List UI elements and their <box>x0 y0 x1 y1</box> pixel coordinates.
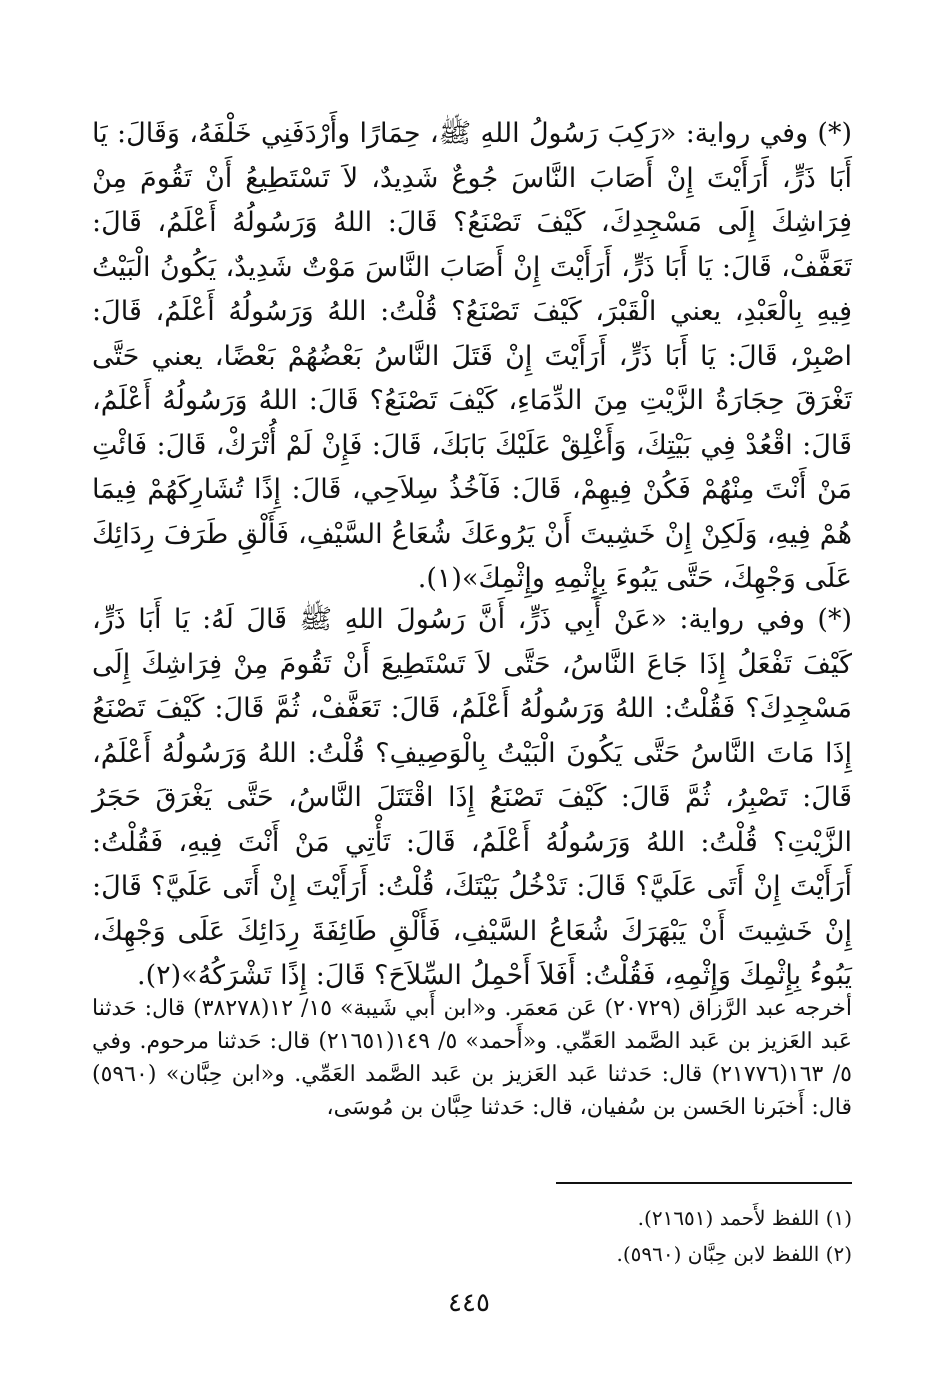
takhrij-sources: أخرجه عبد الرَّزاق (٢٠٧٢٩) عَن مَعمَر. و«ابن أَبي شَيبة» ١٥/ ١٢(٣٨٢٧٨) قال: حَدثنا عَبد العَزيز بن عَبد الصَّمد العَمِّي. و«أَحمد» ٥/ ١٤٩(٢١٦٥١) قال: حَدثنا مرحوم. وفي ٥/ ١٦٣(٢١٧٧٦) قال: حَدثنا عَبد العَزيز بن عَبد الصَّمد العَمِّي. و«ابن حِبَّان» (٥٩٦٠) قال: أَخبَرنا الحَسن بن سُفيان، قال: حَدثنا حِبَّان بن مُوسَى، <box>92 996 853 1120</box>
footnote-divider <box>556 1182 852 1184</box>
footnotes <box>92 1200 852 1272</box>
page-number: ٤٤٥ <box>448 1288 490 1318</box>
hadith-paragraph-1: (*) وفي رواية: «رَكِبَ رَسُولُ اللهِ ﷺ، حِمَارًا وأَرْدَفَنِي خَلْفَهُ، وَقَالَ: يَا أَبَا ذَرٍّ، أَرَأَيْتَ إِنْ أَصَابَ النَّاسَ جُوعٌ شَدِيدٌ، لاَ تَسْتَطِيعُ أَنْ تَقُومَ مِنْ فِرَاشِكَ إِلَى مَسْجِدِكَ، كَيْفَ تَصْنَعُ؟ قَالَ: اللهُ وَرَسُولُهُ أَعْلَمُ، قَالَ: تَعَفَّفْ، قَالَ: يَا أَبَا ذَرٍّ، أَرَأَيْتَ إِنْ أَصَابَ النَّاسَ مَوْتٌ شَدِيدٌ، يَكُونُ الْبَيْتُ فِيهِ بِالْعَبْدِ، يعني الْقَبْرَ، كَيْفَ تَصْنَعُ؟ قُلْتُ: اللهُ وَرَسُولُهُ أَعْلَمُ، قَالَ: اصْبِرْ، قَالَ: يَا أَبَا ذَرٍّ، أَرَأَيْتَ إِنْ قَتَلَ النَّاسُ بَعْضُهُمْ بَعْضًا، يعني حَتَّى تَغْرَقَ حِجَارَةُ الزَّيْتِ مِنَ الدِّمَاءِ، كَيْفَ تَصْنَعُ؟ قَالَ: اللهُ وَرَسُولُهُ أَعْلَمُ، قَالَ: اقْعُدْ فِي بَيْتِكَ، وَأَغْلِقْ عَلَيْكَ بَابَكَ، قَالَ: فَإِنْ لَمْ أُتْرَكْ، قَالَ: فَائْتِ مَنْ أَنْتَ مِنْهُمْ فَكُنْ فِيهِمْ، قَالَ: فَآخُذُ سِلاَحِي، قَالَ: إِذًا تُشَارِكَهُمْ فِيمَا هُمْ فِيهِ، وَلَكِنْ إِنْ خَشِيتَ أَنْ يَرُوعَكَ شُعَاعُ السَّيْفِ، فَأَلْقِ طَرَفَ رِدَائِكَ عَلَى وَجْهِكَ، حَتَّى يَبُوءَ بِإِثْمِهِ وإِثْمِكَ»(١). <box>92 118 852 594</box>
hadith-paragraph-2: (*) وفي رواية: «عَنْ أَبِي ذَرٍّ، أَنَّ رَسُولَ اللهِ ﷺ قَالَ لَهُ: يَا أَبَا ذَرٍّ، كَيْفَ تَفْعَلُ إِذَا جَاعَ النَّاسُ، حَتَّى لاَ تَسْتَطِيعَ أَنْ تَقُومَ مِنْ فِرَاشِكَ إِلَى مَسْجِدِكَ؟ فَقُلْتُ: اللهُ وَرَسُولُهُ أَعْلَمُ، قَالَ: تَعَفَّفْ، ثُمَّ قَالَ: كَيْفَ تَصْنَعُ إِذَا مَاتَ النَّاسُ حَتَّى يَكُونَ الْبَيْتُ بِالْوَصِيفِ؟ قُلْتُ: اللهُ وَرَسُولُهُ أَعْلَمُ، قَالَ: تَصْبِرُ، ثُمَّ قَالَ: كَيْفَ تَصْنَعُ إِذَا اقْتَتَلَ النَّاسُ، حَتَّى يَغْرَقَ حَجَرُ الزَّيْتِ؟ قُلْتُ: اللهُ وَرَسُولُهُ أَعْلَمُ، قَالَ: تَأْتِي مَنْ أَنْتَ فِيهِ، فَقُلْتُ: أَرَأَيْتَ إِنْ أَتَى عَلَيَّ؟ قَالَ: تَدْخُلُ بَيْتَكَ، قُلْتُ: أَرَأَيْتَ إِنْ أَتَى عَلَيَّ؟ قَالَ: إِنْ خَشِيتَ أَنْ يَبْهَرَكَ شُعَاعُ السَّيْفِ، فَأَلْقِ طَائِفَةَ رِدَائِكَ عَلَى وَجْهِكَ، يَبُوءُ بِإِثْمِكَ وَإِثْمِهِ، فَقُلْتُ: أَفَلاَ أَحْمِلُ السِّلاَحَ؟ قَالَ: إِذًا تَشْرَكُهُ»(٢). <box>92 604 852 991</box>
footnote-2: (٢) اللفظ لابن حِبَّان (٥٩٦٠). <box>616 1242 852 1266</box>
footnote-1: (١) اللفظ لأَحمد (٢١٦٥١). <box>637 1206 852 1230</box>
